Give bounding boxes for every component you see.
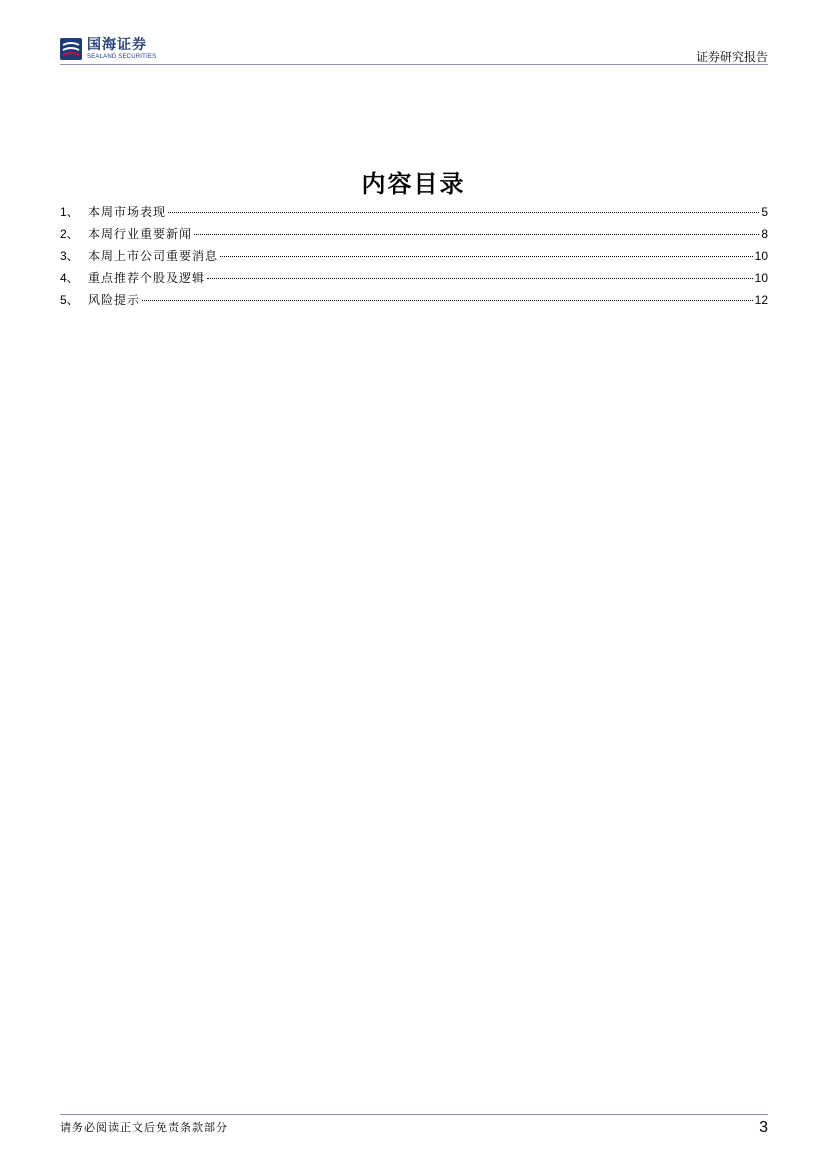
toc-entry-label: 风险提示 bbox=[88, 293, 141, 307]
toc-entry[interactable] bbox=[60, 291, 768, 313]
toc-entry-label: 本周市场表现 bbox=[88, 205, 167, 219]
toc-entry-label: 重点推荐个股及逻辑 bbox=[88, 271, 206, 285]
toc-leader-dots bbox=[220, 256, 753, 257]
toc-entry[interactable] bbox=[60, 203, 768, 225]
toc-title: 内容目录 bbox=[361, 170, 466, 198]
toc-entry-label: 本周上市公司重要消息 bbox=[88, 249, 219, 263]
toc-entry-page: 12 bbox=[754, 293, 768, 307]
toc-entry-label: 本周行业重要新闻 bbox=[88, 227, 193, 241]
report-type-label: 证券研究报告 bbox=[695, 50, 768, 64]
page-header bbox=[60, 36, 768, 66]
toc-leader-dots bbox=[142, 300, 753, 301]
toc-entry-number: 5、 bbox=[60, 293, 79, 307]
toc-entry-number: 2、 bbox=[60, 227, 79, 241]
toc-entry-number: 4、 bbox=[60, 271, 79, 285]
toc-leader-dots bbox=[168, 212, 759, 213]
footer-divider bbox=[60, 1114, 768, 1115]
toc-entry[interactable] bbox=[60, 247, 768, 269]
sealand-logo-icon bbox=[60, 38, 82, 60]
toc-leader-dots bbox=[194, 234, 759, 235]
toc-leader-dots bbox=[207, 278, 753, 279]
company-logo bbox=[60, 36, 156, 62]
toc-entry-page: 10 bbox=[754, 271, 768, 285]
header-divider bbox=[60, 64, 768, 65]
logo-chinese-name: 国海证券 bbox=[87, 37, 147, 53]
logo-english-name: SEALAND SECURITIES bbox=[87, 54, 157, 60]
toc-entry-number: 1、 bbox=[60, 205, 79, 219]
toc-entry[interactable] bbox=[60, 225, 768, 247]
toc-entry-number: 3、 bbox=[60, 249, 79, 263]
table-of-contents bbox=[60, 203, 768, 313]
page-number: 3 bbox=[759, 1119, 768, 1136]
toc-entry[interactable] bbox=[60, 269, 768, 291]
toc-entry-page: 5 bbox=[761, 205, 768, 219]
toc-entry-page: 8 bbox=[761, 227, 768, 241]
disclaimer-note: 请务必阅读正文后免责条款部分 bbox=[60, 1121, 228, 1134]
toc-entry-page: 10 bbox=[754, 249, 768, 263]
